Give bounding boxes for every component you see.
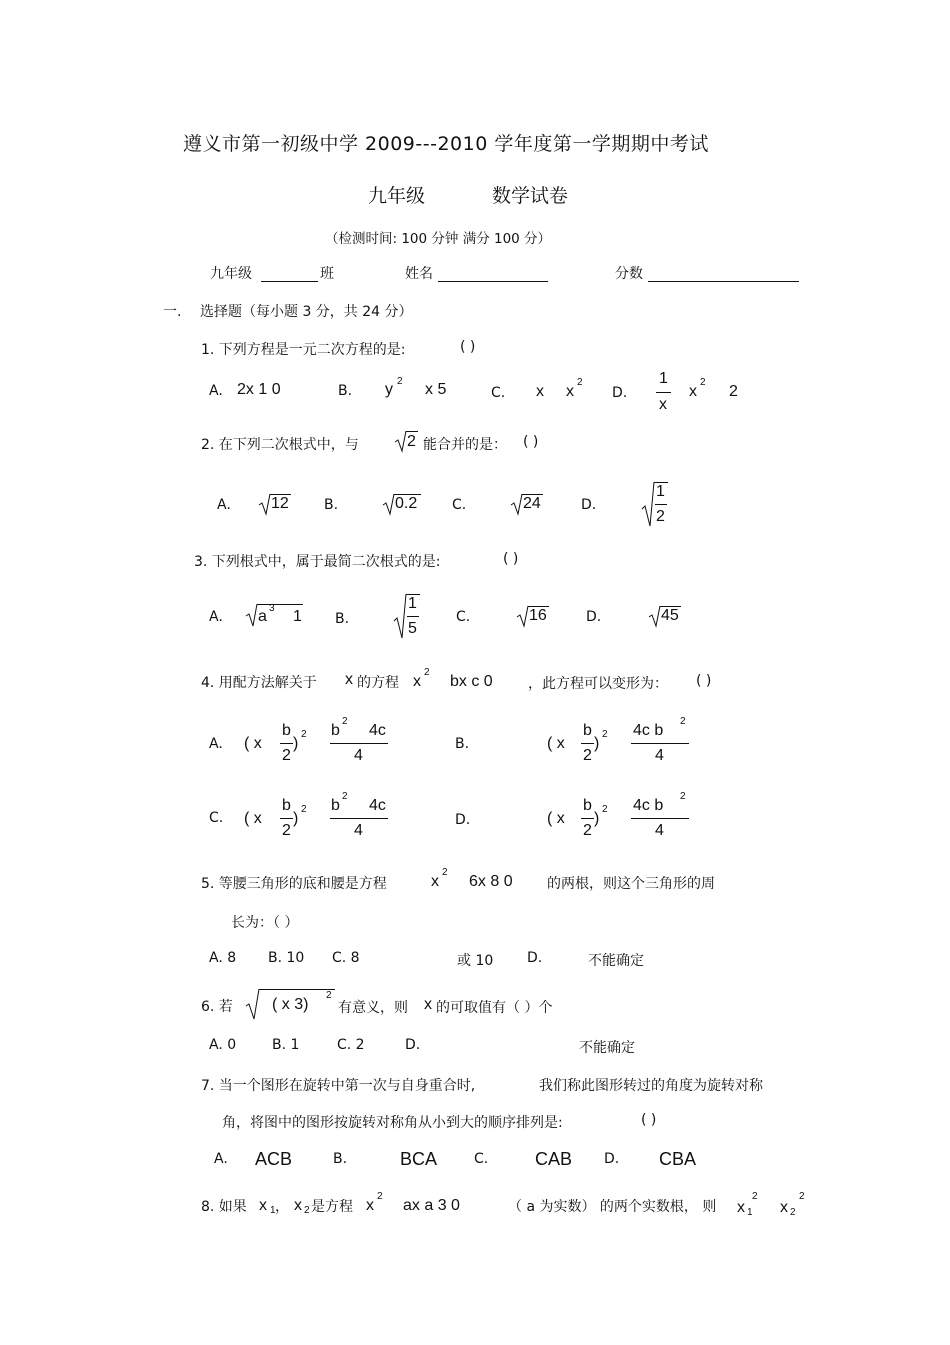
subject-title: 数学试卷: [492, 185, 569, 207]
q5-stem-a: 5. 等腰三角形的底和腰是方程: [201, 876, 387, 892]
q2-stem-b: 能合并的是：: [423, 437, 507, 453]
q7-stem-b: 我们称此图形转过的角度为旋转对称: [539, 1078, 763, 1094]
grade-field-label: 九年级: [210, 266, 252, 282]
q8-x2: x: [294, 1197, 302, 1214]
q6-option-a: A. 0: [209, 1037, 237, 1053]
q4-option-c-rhs-sup: 2: [342, 791, 348, 802]
q5-stem-c: 长为：（ ）: [231, 915, 299, 931]
q4-eq-rest: bx c 0: [450, 673, 493, 690]
q4-option-c-rhs-den: 4: [354, 822, 363, 839]
q3-option-b-sqrt-sign: [394, 593, 407, 639]
q2-option-d-label: D.: [581, 497, 597, 513]
q6-stem-a: 6. 若: [201, 999, 233, 1015]
q1-option-d-x: x: [689, 383, 697, 400]
q2-option-b-radicand: 0.2: [395, 495, 418, 512]
q4-option-c-rhs-fracbar: [330, 818, 388, 819]
q1-option-c-x: x: [536, 383, 544, 400]
q8-end-x1-sup: 2: [752, 1191, 758, 1202]
q3-option-d-radicand: 45: [661, 607, 679, 624]
q8-end-x2: x: [780, 1199, 788, 1216]
q4-option-a-b: b: [282, 722, 291, 739]
q2-option-d-num: 1: [656, 483, 665, 500]
q2-option-d-fracbar: [655, 504, 667, 505]
q2-sqrt-radicand: 2: [407, 433, 416, 450]
q5-eq-rest: 6x 8 0: [469, 873, 513, 890]
q1-option-c-x2: x: [566, 383, 574, 400]
q4-option-b-b: b: [583, 722, 592, 739]
q7-option-d-label: D.: [604, 1151, 620, 1167]
q6-sqrt-sign: [246, 988, 260, 1020]
q1-option-b-label: B.: [338, 383, 353, 399]
q3-option-b-fracbar: [407, 616, 419, 617]
q3-stem: 3. 下列根式中，属于最简二次根式的是:: [194, 554, 441, 570]
q3-option-c-label: C.: [456, 609, 471, 625]
q2-option-a-label: A.: [217, 497, 231, 513]
q3-option-a-label: A.: [209, 609, 223, 625]
q4-option-d-rhs-num: 4c b: [633, 797, 664, 814]
q4-option-c-rhs-4c: 4c: [369, 797, 386, 814]
q4-option-a-rhs-4c: 4c: [369, 722, 386, 739]
q7-option-b-value: BCA: [400, 1149, 438, 1169]
q3-option-a-sqrt-bar: [257, 604, 303, 605]
q3-option-d-label: D.: [586, 609, 602, 625]
q4-option-d-rhs-sup: 2: [680, 791, 686, 802]
q7-stem-a: 7. 当一个图形在旋转中第一次与自身重合时,: [201, 1078, 476, 1094]
grade-title: 九年级: [368, 185, 426, 207]
q4-option-d-close: ): [594, 810, 600, 827]
q1-answer-paren: ( ): [460, 339, 476, 355]
q2-answer-paren: ( ): [523, 434, 539, 450]
q8-comma: ，: [275, 1199, 289, 1215]
q6-stem-c: 的可取值有（ ）个: [436, 1000, 553, 1016]
q5-option-b: B. 10: [268, 950, 305, 966]
class-blank: [261, 281, 318, 282]
q4-x: x: [345, 671, 353, 688]
q7-option-c-label: C.: [474, 1151, 489, 1167]
q1-option-c-label: C.: [491, 385, 506, 401]
q7-answer-paren: ( ): [641, 1112, 657, 1128]
q4-option-c-sup: 2: [301, 804, 307, 815]
q7-option-a-label: A.: [214, 1151, 228, 1167]
q6-option-c: C. 2: [337, 1037, 365, 1053]
q2-sqrt-bar: [406, 431, 418, 432]
q2-stem-a: 2. 在下列二次根式中，与: [201, 437, 359, 453]
q2-option-b-label: B.: [324, 497, 339, 513]
q4-option-b-fracbar: [581, 743, 594, 744]
q5-eq-x: x: [431, 873, 439, 890]
q4-option-b-label: B.: [455, 736, 470, 752]
q4-option-b-two: 2: [583, 747, 592, 764]
q8-eq-sup: 2: [377, 1191, 383, 1202]
q4-option-a-rhs-den: 4: [354, 747, 363, 764]
q2-sqrt-sign: [395, 430, 407, 452]
q4-option-b-rhs-den: 4: [655, 747, 664, 764]
q6-x: x: [424, 996, 432, 1013]
q4-option-d-rhs-den: 4: [655, 822, 664, 839]
q3-option-b-label: B.: [335, 611, 350, 627]
q8-stem-c: （ a 为实数） 的两个实数根， 则: [508, 1199, 717, 1215]
q8-x1: x: [259, 1197, 267, 1214]
q5-option-d-text: 不能确定: [588, 953, 644, 969]
q6-sqrt-sup: 2: [326, 990, 332, 1001]
q4-option-d-fracbar: [581, 818, 594, 819]
q1-option-b-y: y: [385, 381, 393, 398]
q4-option-b-sup: 2: [602, 729, 608, 740]
q1-option-d-fracbar: [656, 392, 671, 393]
q4-option-b-open: ( x: [547, 735, 565, 752]
q4-option-d-open: ( x: [547, 810, 565, 827]
name-field-label: 姓名: [405, 266, 433, 282]
q8-end-x1-sub: 1: [747, 1207, 753, 1218]
section-title: 选择题（每小题 3 分，共 24 分）: [200, 304, 413, 320]
q8-x1-sub: 1: [270, 1205, 276, 1216]
q4-option-d-two: 2: [583, 822, 592, 839]
q2-option-a-radicand: 12: [271, 495, 289, 512]
q4-option-d-label: D.: [455, 812, 471, 828]
q1-option-d-sup: 2: [700, 377, 706, 388]
q4-option-c-fracbar: [280, 818, 293, 819]
q4-option-a-sup: 2: [301, 729, 307, 740]
q6-option-d: D.: [405, 1037, 421, 1053]
exam-title: 遵义市第一初级中学 2009---2010 学年度第一学期期中考试: [183, 133, 709, 155]
q4-option-d-rhs-fracbar: [631, 818, 689, 819]
q1-option-d-den: x: [659, 396, 667, 413]
q4-stem-a: 4. 用配方法解关于: [201, 675, 317, 691]
score-blank: [648, 281, 799, 282]
q6-option-d-text: 不能确定: [579, 1040, 635, 1056]
q4-option-c-b: b: [282, 797, 291, 814]
q5-option-d: D.: [527, 950, 543, 966]
q4-option-a-rhs-b: b: [331, 722, 340, 739]
q4-option-a-rhs-fracbar: [330, 743, 388, 744]
q4-option-c-label: C.: [209, 810, 224, 826]
q3-option-c-sqrt-sign: [517, 605, 529, 627]
q8-stem-a: 8. 如果: [201, 1199, 247, 1215]
q4-option-b-rhs-num: 4c b: [633, 722, 664, 739]
q5-eq-sup: 2: [442, 867, 448, 878]
q2-option-b-sqrt-sign: [383, 493, 395, 515]
q3-option-d-sqrt-sign: [649, 605, 661, 627]
q5-stem-b: 的两根，则这个三角形的周: [547, 876, 715, 892]
q4-stem-c: ，此方程可以变形为：: [528, 676, 668, 692]
q4-option-c-rhs-b: b: [331, 797, 340, 814]
q8-end-x2-sub: 2: [790, 1207, 796, 1218]
q4-option-b-rhs-sup: 2: [680, 716, 686, 727]
q7-stem-c: 角，将图中的图形按旋转对称角从小到大的顺序排列是:: [222, 1115, 563, 1131]
q2-option-a-sqrt-sign: [259, 493, 271, 515]
q6-option-b: B. 1: [272, 1037, 300, 1053]
q7-option-c-value: CAB: [535, 1149, 573, 1169]
class-field-suffix: 班: [320, 266, 334, 282]
q4-option-a-close: ): [293, 735, 299, 752]
q7-option-a-value: ACB: [255, 1149, 293, 1169]
q3-option-a-sqrt-sign: [246, 603, 258, 627]
q8-stem-b: 是方程: [311, 1199, 353, 1215]
q7-option-b-label: B.: [333, 1151, 348, 1167]
q4-option-b-close: ): [594, 735, 600, 752]
q6-sqrt-bar: [259, 989, 335, 990]
q2-option-c-radicand: 24: [523, 495, 541, 512]
name-blank: [438, 281, 548, 282]
q4-option-b-rhs-fracbar: [631, 743, 689, 744]
q2-option-d-sqrt-sign: [642, 481, 655, 527]
q1-option-d-label: D.: [612, 385, 628, 401]
q4-option-c-close: ): [293, 810, 299, 827]
q4-stem-b: 的方程: [357, 675, 399, 691]
q2-option-c-label: C.: [452, 497, 467, 513]
q3-option-a-one: 1: [293, 608, 302, 625]
q4-option-a-fracbar: [280, 743, 293, 744]
q1-option-d-two: 2: [729, 383, 738, 400]
q1-stem: 1. 下列方程是一元二次方程的是:: [201, 342, 406, 358]
q4-eq-x: x: [413, 673, 421, 690]
q3-option-b-num: 1: [408, 595, 417, 612]
q4-eq-sup: 2: [424, 667, 430, 678]
q3-option-a-sup: 3: [269, 603, 275, 614]
q8-eq-x: x: [366, 1197, 374, 1214]
q6-sqrt-inner: ( x 3): [272, 996, 309, 1013]
q4-option-a-label: A.: [209, 736, 223, 752]
q4-option-c-open: ( x: [244, 810, 262, 827]
q2-option-c-sqrt-sign: [511, 493, 523, 515]
q4-option-a-two: 2: [282, 747, 291, 764]
section-number: 一.: [163, 304, 182, 320]
q3-option-c-radicand: 16: [529, 607, 547, 624]
q1-option-b-sup: 2: [397, 376, 403, 387]
q5-option-c-or10: 或 10: [457, 953, 494, 969]
q3-option-a-a: a: [258, 608, 267, 625]
q4-option-c-two: 2: [282, 822, 291, 839]
q3-option-b-den: 5: [408, 620, 417, 637]
q4-answer-paren: ( ): [696, 673, 712, 689]
q6-stem-b: 有意义，则: [338, 1000, 408, 1016]
q5-option-c: C. 8: [332, 950, 360, 966]
q5-option-a: A. 8: [209, 950, 237, 966]
q4-option-d-b: b: [583, 797, 592, 814]
q1-option-d-num: 1: [659, 370, 668, 387]
q1-option-a-label: A.: [209, 383, 223, 399]
q2-option-d-den: 2: [656, 508, 665, 525]
q8-x2-sub: 2: [304, 1205, 310, 1216]
q4-option-d-sup: 2: [602, 804, 608, 815]
q8-end-x1: x: [737, 1199, 745, 1216]
q3-answer-paren: ( ): [503, 551, 519, 567]
q4-option-a-open: ( x: [244, 735, 262, 752]
score-field-label: 分数: [615, 266, 643, 282]
q1-option-b-rest: x 5: [425, 381, 447, 398]
q1-option-a-expr: 2x 1 0: [237, 381, 281, 398]
exam-info: （检测时间: 100 分钟 满分 100 分）: [325, 231, 552, 247]
q7-option-d-value: CBA: [659, 1149, 697, 1169]
q8-end-x2-sup: 2: [799, 1191, 805, 1202]
q1-option-c-sup: 2: [577, 377, 583, 388]
q8-eq-rest: ax a 3 0: [403, 1197, 460, 1214]
q4-option-a-rhs-sup: 2: [342, 716, 348, 727]
